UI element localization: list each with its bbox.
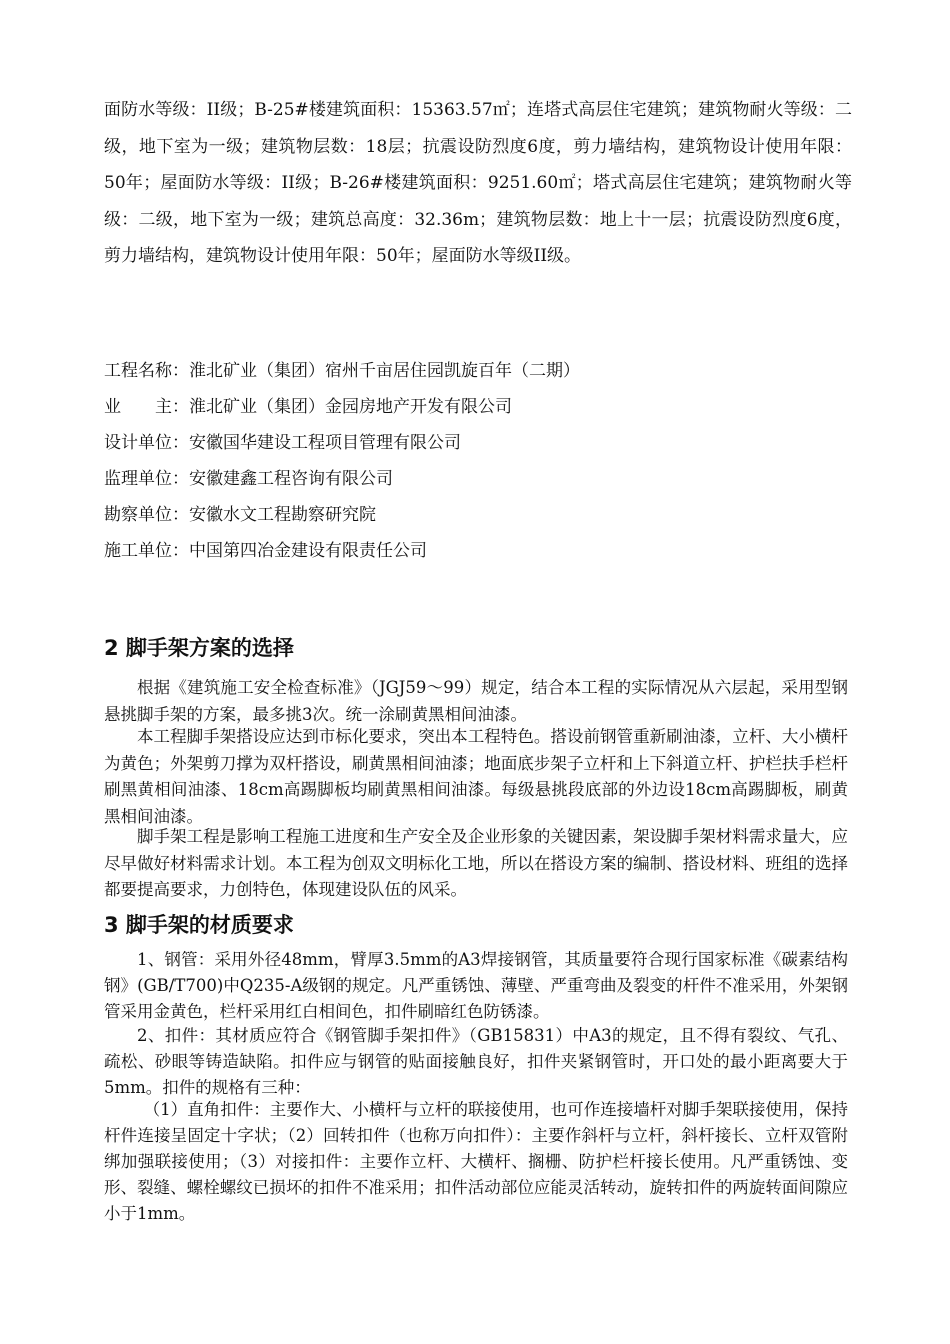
section-2-paragraph: 脚手架工程是影响工程施工进度和生产安全及企业形象的关键因素，架设脚手架材料需求量大，应尽早做好材料需求计划。本工程为创双文明标化工地，所以在搭设方案的编制、搭设材料、班组的选择都要提高要求，力创特色，体现建设队伍的风采。 xyxy=(104,827,848,900)
design-unit-line: 设计单位：安徽国华建设工程项目管理有限公司 xyxy=(104,433,461,453)
section-3-paragraph: （1）直角扣件：主要作大、小横杆与立杆的联接使用，也可作连接墙杆对脚手架联接使用，保持杆件连接呈固定十字状；（2）回转扣件（也称万向扣件）：主要作斜杆与立杆，斜杆接长、立杆双管附绑加强联接使用；（3）对接扣件：主要作立杆、大横杆、搁栅、防护栏杆接长使用。凡严重锈蚀、变形、裂缝、螺栓螺纹已损坏的扣件不准采用；扣件活动部位应能灵活转动，旋转扣件的两旋转面间隙应小于1mm。 xyxy=(104,1100,848,1223)
section-2-paragraph: 根据《建筑施工安全检查标准》（JGJ59～99）规定，结合本工程的实际情况从六层起，采用型钢悬挑脚手架的方案，最多挑3次。统一涂刷黄黑相间油漆。 xyxy=(104,678,848,724)
section-2-paragraph: 本工程脚手架搭设应达到市标化要求，突出本工程特色。搭设前钢管重新刷油漆，立杆、大小横杆为黄色；外架剪刀撑为双杆搭设，刷黄黑相间油漆；地面底步架子立杆和上下斜道立杆、护栏扶手栏杆刷黑黄相间油漆、18cm高踢脚板均刷黄黑相间油漆。每级悬挑段底部的外边设18cm高踢脚板，刷黄黑相间油漆。 xyxy=(104,727,848,826)
intro-paragraph: 面防水等级：II级；B-25#楼建筑面积：15363.57㎡；连塔式高层住宅建筑；建筑物耐火等级：二级，地下室为一级；建筑物层数：18层；抗震设防烈度6度，剪力墙结构，建筑物设计使用年限：50年；屋面防水等级：II级；B-26#楼建筑面积：9251.60㎡；塔式高层住宅建筑；建筑物耐火等级：二级，地下室为一级；建筑总高度：32.36m；建筑物层数：地上十一层；抗震设防烈度6度，剪力墙结构，建筑物设计使用年限：50年；屋面防水等级II级。 xyxy=(104,100,852,266)
survey-unit-line: 勘察单位：安徽水文工程勘察研究院 xyxy=(104,505,376,525)
owner-line: 业 主：淮北矿业（集团）金园房地产开发有限公司 xyxy=(104,397,512,417)
section-3-paragraph: 1、钢管：采用外径48mm，臂厚3.5mm的A3焊接钢管，其质量要符合现行国家标准《碳素结构钢》(GB/T700)中Q235-A级钢的规定。凡严重锈蚀、薄壁、严重弯曲及裂变的杆件不准采用，外架钢管采用金黄色，栏杆采用红白相间色，扣件刷暗红色防锈漆。 xyxy=(104,950,848,1021)
section-3-paragraph: 2、扣件：其材质应符合《钢管脚手架扣件》（GB15831）中A3的规定，且不得有裂纹、气孔、疏松、砂眼等铸造缺陷。扣件应与钢管的贴面接触良好，扣件夹紧钢管时，开口处的最小距离要大于5mm。扣件的规格有三种： xyxy=(104,1026,848,1097)
construction-unit-line: 施工单位：中国第四冶金建设有限责任公司 xyxy=(104,541,427,561)
section-2-heading: 2 脚手架方案的选择 xyxy=(104,636,294,660)
supervision-unit-line: 监理单位：安徽建鑫工程咨询有限公司 xyxy=(104,469,393,489)
section-3-heading: 3 脚手架的材质要求 xyxy=(104,913,294,937)
project-name-line: 工程名称：淮北矿业（集团）宿州千亩居住园凯旋百年（二期） xyxy=(104,361,580,381)
